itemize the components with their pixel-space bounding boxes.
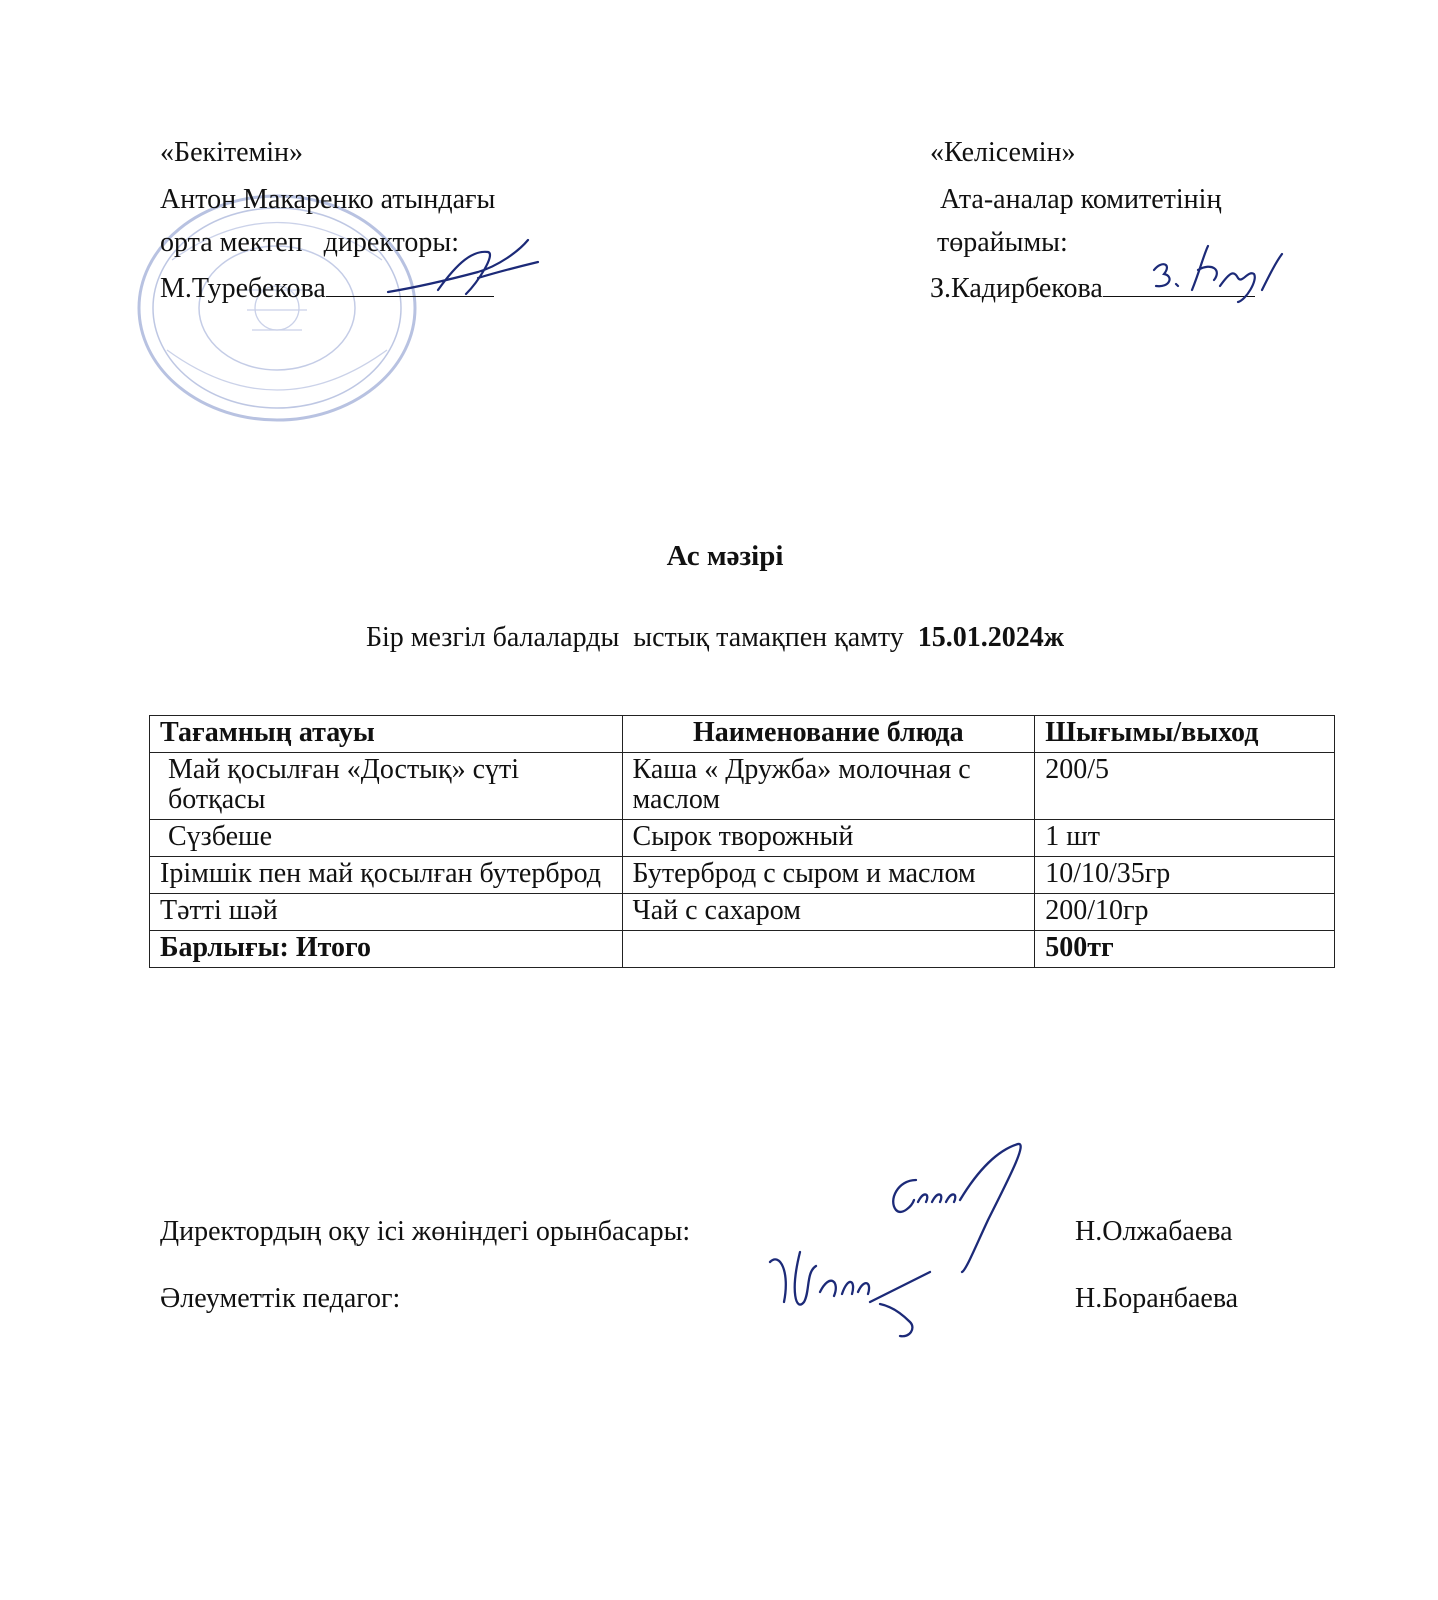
committee-chair-signature	[1142, 240, 1292, 310]
menu-title: Ас мәзірі	[666, 540, 784, 572]
agreement-line-1: Ата-аналар комитетінің	[940, 184, 1222, 215]
school-seal	[132, 190, 422, 430]
approval-line-1: Антон Макаренко атындағы	[160, 184, 496, 215]
deputy-role: Директордың оқу ісі жөніндегі орынбасары:	[160, 1216, 691, 1247]
dish-kz: Май қосылған «Достық» сүті ботқасы	[150, 753, 623, 820]
table-row	[150, 820, 1335, 857]
table-header-row	[150, 716, 1335, 753]
approval-line-2: орта мектеп директоры:	[160, 227, 460, 258]
header-ru-name: Наименование блюда	[622, 716, 1035, 753]
total-label: Барлығы: Итого	[150, 931, 623, 968]
approval-heading: «Бекітемін»	[160, 137, 304, 168]
dish-yield: 10/10/35гр	[1035, 857, 1335, 894]
header-kz-name: Тағамның атауы	[150, 716, 623, 753]
dish-kz: Сүзбеше	[150, 820, 623, 857]
header-yield: Шығымы/выход	[1035, 716, 1335, 753]
agreement-heading: «Келісемін»	[930, 137, 1076, 168]
subtitle-text: Бір мезгіл балаларды ыстық тамақпен қамту	[365, 622, 918, 653]
dish-yield: 200/10гр	[1035, 894, 1335, 931]
dish-yield: 200/5	[1035, 753, 1335, 820]
dish-kz: Ірімшік пен май қосылған бутерброд	[150, 857, 623, 894]
agreement-line-2: төрайымы:	[937, 227, 1068, 258]
director-signature	[378, 232, 548, 307]
menu-date: 15.01.2024ж	[917, 622, 1065, 653]
social-pedagogue-name: Н.Боранбаева	[1075, 1283, 1239, 1314]
social-pedagogue-signature	[760, 1232, 940, 1352]
dish-ru: Каша « Дружба» молочная с маслом	[622, 753, 1035, 820]
agreement-name: З.Кадирбекова	[930, 273, 1103, 304]
total-value: 500тг	[1035, 931, 1335, 968]
menu-table	[149, 715, 1335, 968]
dish-ru: Сырок творожный	[622, 820, 1035, 857]
dish-ru: Бутерброд с сыром и маслом	[622, 857, 1035, 894]
table-row	[150, 894, 1335, 931]
dish-yield: 1 шт	[1035, 820, 1335, 857]
table-total-row	[150, 931, 1335, 968]
deputy-name: Н.Олжабаева	[1075, 1216, 1233, 1247]
dish-kz: Тәтті шәй	[150, 894, 623, 931]
approval-name: М.Туребекова	[160, 273, 326, 304]
social-pedagogue-role: Әлеуметтік педагог:	[160, 1283, 401, 1314]
table-row	[150, 857, 1335, 894]
total-empty-cell	[622, 931, 1035, 968]
menu-subtitle	[0, 622, 1430, 654]
dish-ru: Чай с сахаром	[622, 894, 1035, 931]
table-row	[150, 753, 1335, 820]
